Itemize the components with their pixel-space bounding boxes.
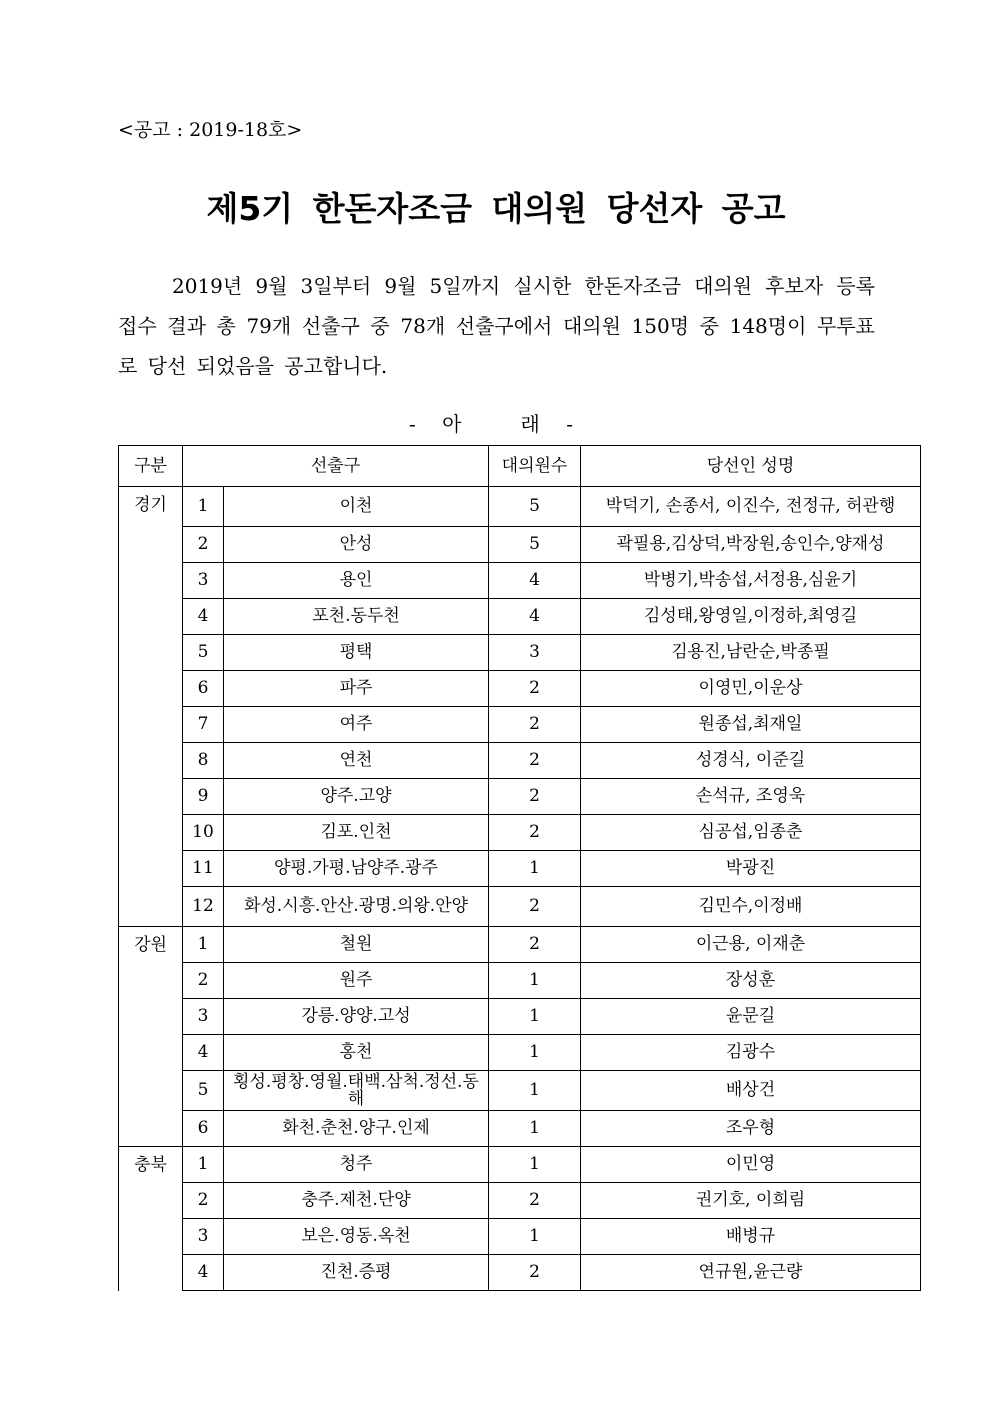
district-cell: 이천 bbox=[224, 487, 489, 527]
table-row bbox=[119, 1147, 921, 1183]
row-number: 5 bbox=[183, 1071, 224, 1111]
count-cell: 1 bbox=[489, 1219, 581, 1255]
table-row bbox=[119, 671, 921, 707]
row-number: 8 bbox=[183, 743, 224, 779]
row-number: 4 bbox=[183, 1035, 224, 1071]
district-cell: 양주.고양 bbox=[224, 779, 489, 815]
count-cell: 2 bbox=[489, 671, 581, 707]
header-count: 대의원수 bbox=[489, 446, 581, 487]
table-row bbox=[119, 1255, 921, 1291]
header-district: 선출구 bbox=[183, 446, 489, 487]
table-row bbox=[119, 999, 921, 1035]
names-cell: 김광수 bbox=[581, 1035, 921, 1071]
count-cell: 1 bbox=[489, 1147, 581, 1183]
names-cell: 박병기,박송섭,서정용,심윤기 bbox=[581, 563, 921, 599]
row-number: 4 bbox=[183, 1255, 224, 1291]
row-number: 2 bbox=[183, 1183, 224, 1219]
count-cell: 2 bbox=[489, 707, 581, 743]
district-cell: 용인 bbox=[224, 563, 489, 599]
table-row bbox=[119, 1219, 921, 1255]
names-cell: 권기호, 이희림 bbox=[581, 1183, 921, 1219]
names-cell: 이근용, 이재춘 bbox=[581, 927, 921, 963]
names-cell: 조우형 bbox=[581, 1111, 921, 1147]
notice-number: <공고 : 2019-18호> bbox=[118, 119, 303, 141]
district-cell: 청주 bbox=[224, 1147, 489, 1183]
count-cell: 2 bbox=[489, 1255, 581, 1291]
row-number: 7 bbox=[183, 707, 224, 743]
district-cell: 충주.제천.단양 bbox=[224, 1183, 489, 1219]
notice-body: 2019년 9월 3일부터 9월 5일까지 실시한 한돈자조금 대의원 후보자 등록 접수 결과 총 79개 선출구 중 78개 선출구에서 대의원 150명 중 148명이 무투표로 당선 되었음을 공고합니다. bbox=[118, 274, 875, 378]
row-number: 5 bbox=[183, 635, 224, 671]
names-cell: 윤문길 bbox=[581, 999, 921, 1035]
names-cell: 박덕기, 손종서, 이진수, 전정규, 허관행 bbox=[581, 487, 921, 527]
region-cell: 충북 bbox=[119, 1147, 183, 1291]
header-category: 구분 bbox=[119, 446, 183, 487]
table-row bbox=[119, 599, 921, 635]
district-cell: 철원 bbox=[224, 927, 489, 963]
count-cell: 2 bbox=[489, 743, 581, 779]
names-cell: 곽필용,김상덕,박장원,송인수,양재성 bbox=[581, 527, 921, 563]
district-cell: 연천 bbox=[224, 743, 489, 779]
count-cell: 1 bbox=[489, 963, 581, 999]
row-number: 4 bbox=[183, 599, 224, 635]
district-cell: 화성.시흥.안산.광명.의왕.안양 bbox=[224, 887, 489, 927]
names-cell: 장성훈 bbox=[581, 963, 921, 999]
district-cell: 안성 bbox=[224, 527, 489, 563]
row-number: 3 bbox=[183, 999, 224, 1035]
table-row bbox=[119, 635, 921, 671]
district-cell: 평택 bbox=[224, 635, 489, 671]
table-row bbox=[119, 927, 921, 963]
district-cell: 원주 bbox=[224, 963, 489, 999]
names-cell: 심공섭,임종춘 bbox=[581, 815, 921, 851]
row-number: 9 bbox=[183, 779, 224, 815]
table-row bbox=[119, 1111, 921, 1147]
table-row bbox=[119, 487, 921, 527]
table-row bbox=[119, 1035, 921, 1071]
count-cell: 5 bbox=[489, 527, 581, 563]
count-cell: 2 bbox=[489, 815, 581, 851]
row-number: 12 bbox=[183, 887, 224, 927]
names-cell: 이영민,이운상 bbox=[581, 671, 921, 707]
names-cell: 배병규 bbox=[581, 1219, 921, 1255]
region-cell: 강원 bbox=[119, 927, 183, 1147]
row-number: 10 bbox=[183, 815, 224, 851]
count-cell: 2 bbox=[489, 887, 581, 927]
count-cell: 1 bbox=[489, 1071, 581, 1111]
district-cell: 여주 bbox=[224, 707, 489, 743]
count-cell: 5 bbox=[489, 487, 581, 527]
names-cell: 배상건 bbox=[581, 1071, 921, 1111]
district-cell: 화천.춘천.양구.인제 bbox=[224, 1111, 489, 1147]
district-cell: 보은.영동.옥천 bbox=[224, 1219, 489, 1255]
row-number: 2 bbox=[183, 527, 224, 563]
row-number: 11 bbox=[183, 851, 224, 887]
district-cell: 양평.가평.남양주.광주 bbox=[224, 851, 489, 887]
table-row bbox=[119, 1183, 921, 1219]
table-row bbox=[119, 887, 921, 927]
count-cell: 1 bbox=[489, 851, 581, 887]
row-number: 6 bbox=[183, 671, 224, 707]
table-row bbox=[119, 527, 921, 563]
table-header-row bbox=[119, 446, 921, 487]
count-cell: 1 bbox=[489, 1111, 581, 1147]
district-cell: 횡성.평창.영월.태백.삼척.정선.동해 bbox=[224, 1071, 489, 1111]
count-cell: 1 bbox=[489, 1035, 581, 1071]
table-row bbox=[119, 779, 921, 815]
row-number: 1 bbox=[183, 927, 224, 963]
count-cell: 3 bbox=[489, 635, 581, 671]
district-cell: 홍천 bbox=[224, 1035, 489, 1071]
count-cell: 4 bbox=[489, 599, 581, 635]
names-cell: 연규원,윤근량 bbox=[581, 1255, 921, 1291]
count-cell: 2 bbox=[489, 927, 581, 963]
names-cell: 김용진,남란순,박종필 bbox=[581, 635, 921, 671]
district-cell: 김포.인천 bbox=[224, 815, 489, 851]
table-row bbox=[119, 707, 921, 743]
row-number: 1 bbox=[183, 1147, 224, 1183]
table-row bbox=[119, 563, 921, 599]
region-cell: 경기 bbox=[119, 487, 183, 927]
names-cell: 원종섭,최재일 bbox=[581, 707, 921, 743]
district-cell: 강릉.양양.고성 bbox=[224, 999, 489, 1035]
row-number: 3 bbox=[183, 1219, 224, 1255]
count-cell: 4 bbox=[489, 563, 581, 599]
count-cell: 2 bbox=[489, 1183, 581, 1219]
row-number: 1 bbox=[183, 487, 224, 527]
table-row bbox=[119, 815, 921, 851]
names-cell: 이민영 bbox=[581, 1147, 921, 1183]
table-row bbox=[119, 1071, 921, 1111]
header-names: 당선인 성명 bbox=[581, 446, 921, 487]
page-title: 제5기 한돈자조금 대의원 당선자 공고 bbox=[206, 189, 786, 228]
count-cell: 1 bbox=[489, 999, 581, 1035]
count-cell: 2 bbox=[489, 779, 581, 815]
names-cell: 김민수,이정배 bbox=[581, 887, 921, 927]
names-cell: 박광진 bbox=[581, 851, 921, 887]
names-cell: 김성태,왕영일,이정하,최영길 bbox=[581, 599, 921, 635]
row-number: 6 bbox=[183, 1111, 224, 1147]
names-cell: 손석규, 조영욱 bbox=[581, 779, 921, 815]
table-row bbox=[119, 851, 921, 887]
row-number: 2 bbox=[183, 963, 224, 999]
table-row bbox=[119, 963, 921, 999]
names-cell: 성경식, 이준길 bbox=[581, 743, 921, 779]
below-heading: - 아 래 - bbox=[409, 412, 583, 436]
table-row bbox=[119, 743, 921, 779]
district-cell: 진천.증평 bbox=[224, 1255, 489, 1291]
elected-table bbox=[118, 445, 921, 1291]
district-cell: 파주 bbox=[224, 671, 489, 707]
district-cell: 포천.동두천 bbox=[224, 599, 489, 635]
row-number: 3 bbox=[183, 563, 224, 599]
